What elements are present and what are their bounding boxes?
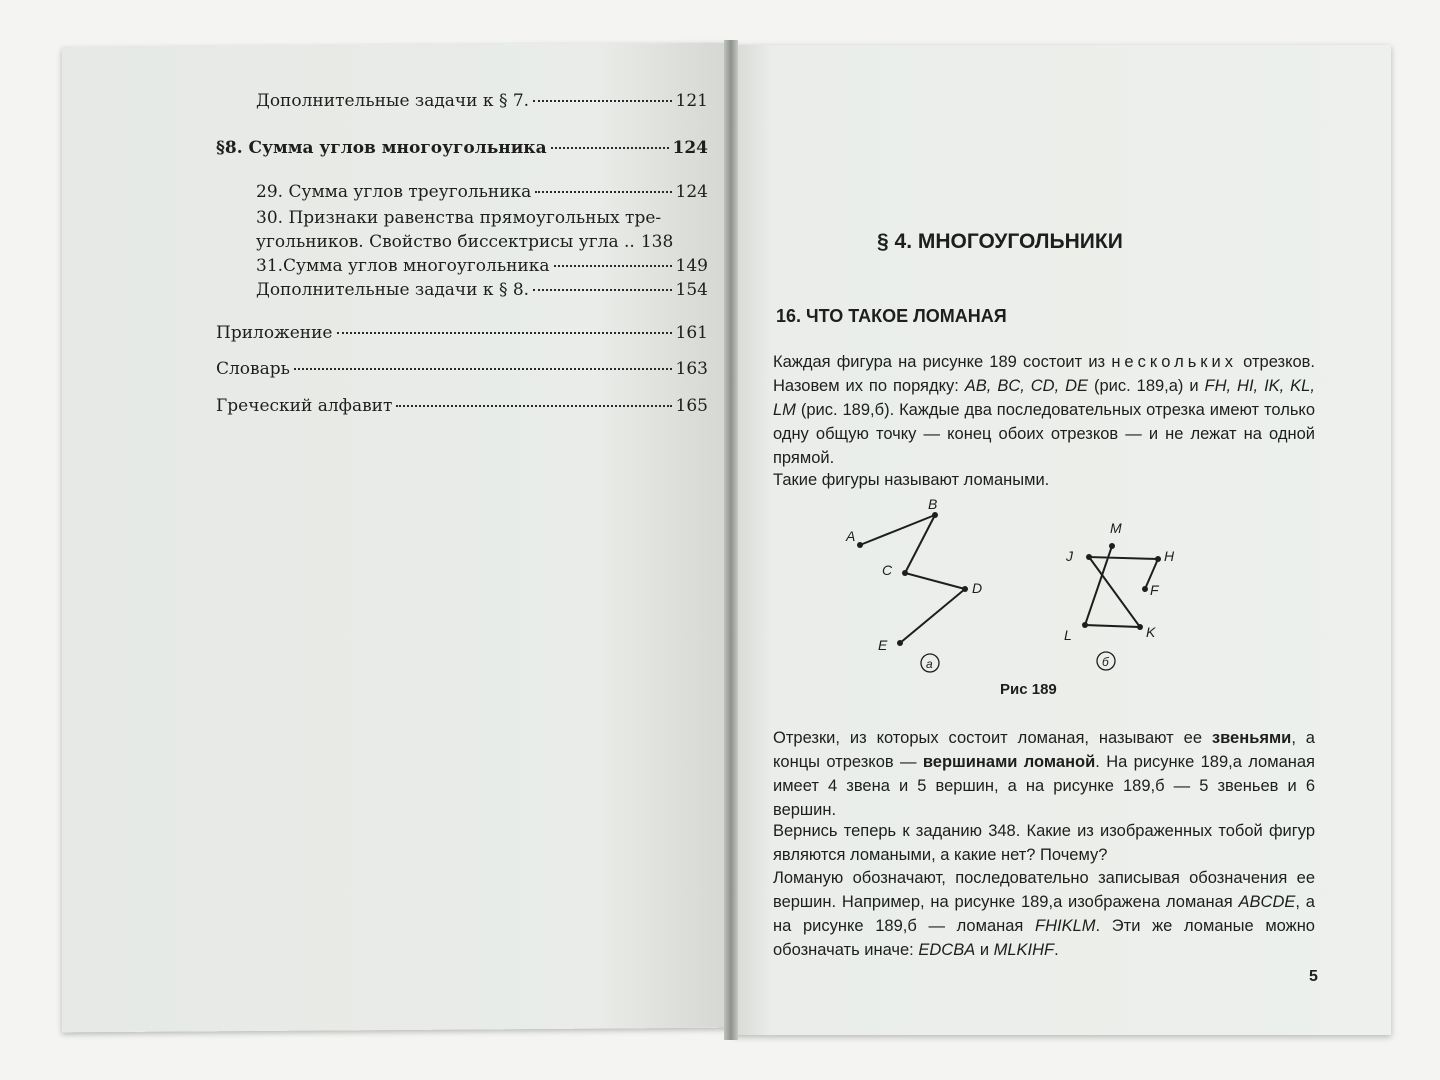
vertex-a xyxy=(857,542,863,548)
toc-entry: Приложение 161 xyxy=(216,323,708,343)
label-m: M xyxy=(1110,520,1122,536)
toc-entry: Дополнительные задачи к § 8. 154 xyxy=(256,280,708,300)
label-a: A xyxy=(846,528,856,544)
vertex-f xyxy=(1142,586,1148,592)
toc-entry: Дополнительные задачи к § 7. 121 xyxy=(256,91,708,111)
paragraph-notation: Ломаную обозначают, последовательно записывая обозначения ее вершин. Например, на рисунке 189,а изображена ломаная ABCDE, а на рисунке 189,б — ломаная FHIKLM. Эти же ломаные можно обозначать иначе: EDCBA и MLKIHF. xyxy=(773,869,1315,959)
paragraph-question: Вернись теперь к заданию 348. Какие из изображенных тобой фигур являются ломаными, а какие нет? Почему? xyxy=(773,822,1315,864)
paragraph-links-vertices: Отрезки, из которых состоит ломаная, называют ее звеньями, а концы отрезков — вершинами ломаной. На рисунке 189,а ломаная имеет 4 звена и 5 вершин, а на рисунке 189,б — 5 звеньев и 6 вершин. xyxy=(773,729,1315,819)
vertex-e xyxy=(897,640,903,646)
label-k: K xyxy=(1146,624,1156,640)
vertex-j xyxy=(1086,554,1092,560)
label-j: J xyxy=(1066,548,1073,564)
label-c: C xyxy=(882,562,893,578)
vertex-d xyxy=(962,586,968,592)
page-number: 5 xyxy=(1309,968,1318,985)
book-gutter xyxy=(724,40,738,1040)
label-d: D xyxy=(972,580,983,596)
vertex-b xyxy=(932,512,938,518)
label-e: E xyxy=(878,637,888,653)
label-h: H xyxy=(1164,548,1175,564)
figure-189 xyxy=(840,495,1200,685)
vertex-k xyxy=(1137,624,1143,630)
vertex-l xyxy=(1082,622,1088,628)
label-f: F xyxy=(1150,582,1159,598)
vertex-m xyxy=(1109,543,1115,549)
chapter-title: § 4. МНОГОУГОЛЬНИКИ xyxy=(877,230,1123,253)
toc-entry: 29. Сумма углов треугольника 124 xyxy=(256,182,708,202)
toc-entry: §8. Сумма углов многоугольника 124 xyxy=(216,138,708,158)
section-title: 16. ЧТО ТАКОЕ ЛОМАНАЯ xyxy=(776,306,1007,326)
label-l: L xyxy=(1064,627,1072,643)
toc-entry: угольников. Свойство биссектрисы угла .. 138 xyxy=(256,232,674,252)
vertex-c xyxy=(902,570,908,576)
paragraph-intro: Каждая фигура на рисунке 189 состоит из нескольких отрезков. Назовем их по порядку: AB, BC, CD, DE (рис. 189,а) и FH, HI, IK, KL, LM (рис. 189,б). Каждые два последовательных отрезка имеют только одну общую точку — конец обоих отрезков — и не лежат на одной прямой. xyxy=(773,353,1316,467)
polyline-b xyxy=(1085,546,1158,627)
toc-entry: 30. Признаки равенства прямоугольных тре- xyxy=(256,208,662,228)
toc-entry: 31.Сумма углов многоугольника 149 xyxy=(256,256,708,276)
toc-entry: Греческий алфавит 165 xyxy=(216,396,708,416)
polyline-a xyxy=(860,515,965,643)
label-b: B xyxy=(928,496,938,512)
paragraph-definition: Такие фигуры называют ломаными. xyxy=(773,471,1050,489)
vertex-h xyxy=(1155,556,1161,562)
sub-label-a: а xyxy=(926,657,933,671)
figure-caption: Рис 189 xyxy=(1000,681,1057,698)
toc-entry: Словарь 163 xyxy=(216,359,708,379)
sub-label-b: б xyxy=(1102,655,1109,669)
